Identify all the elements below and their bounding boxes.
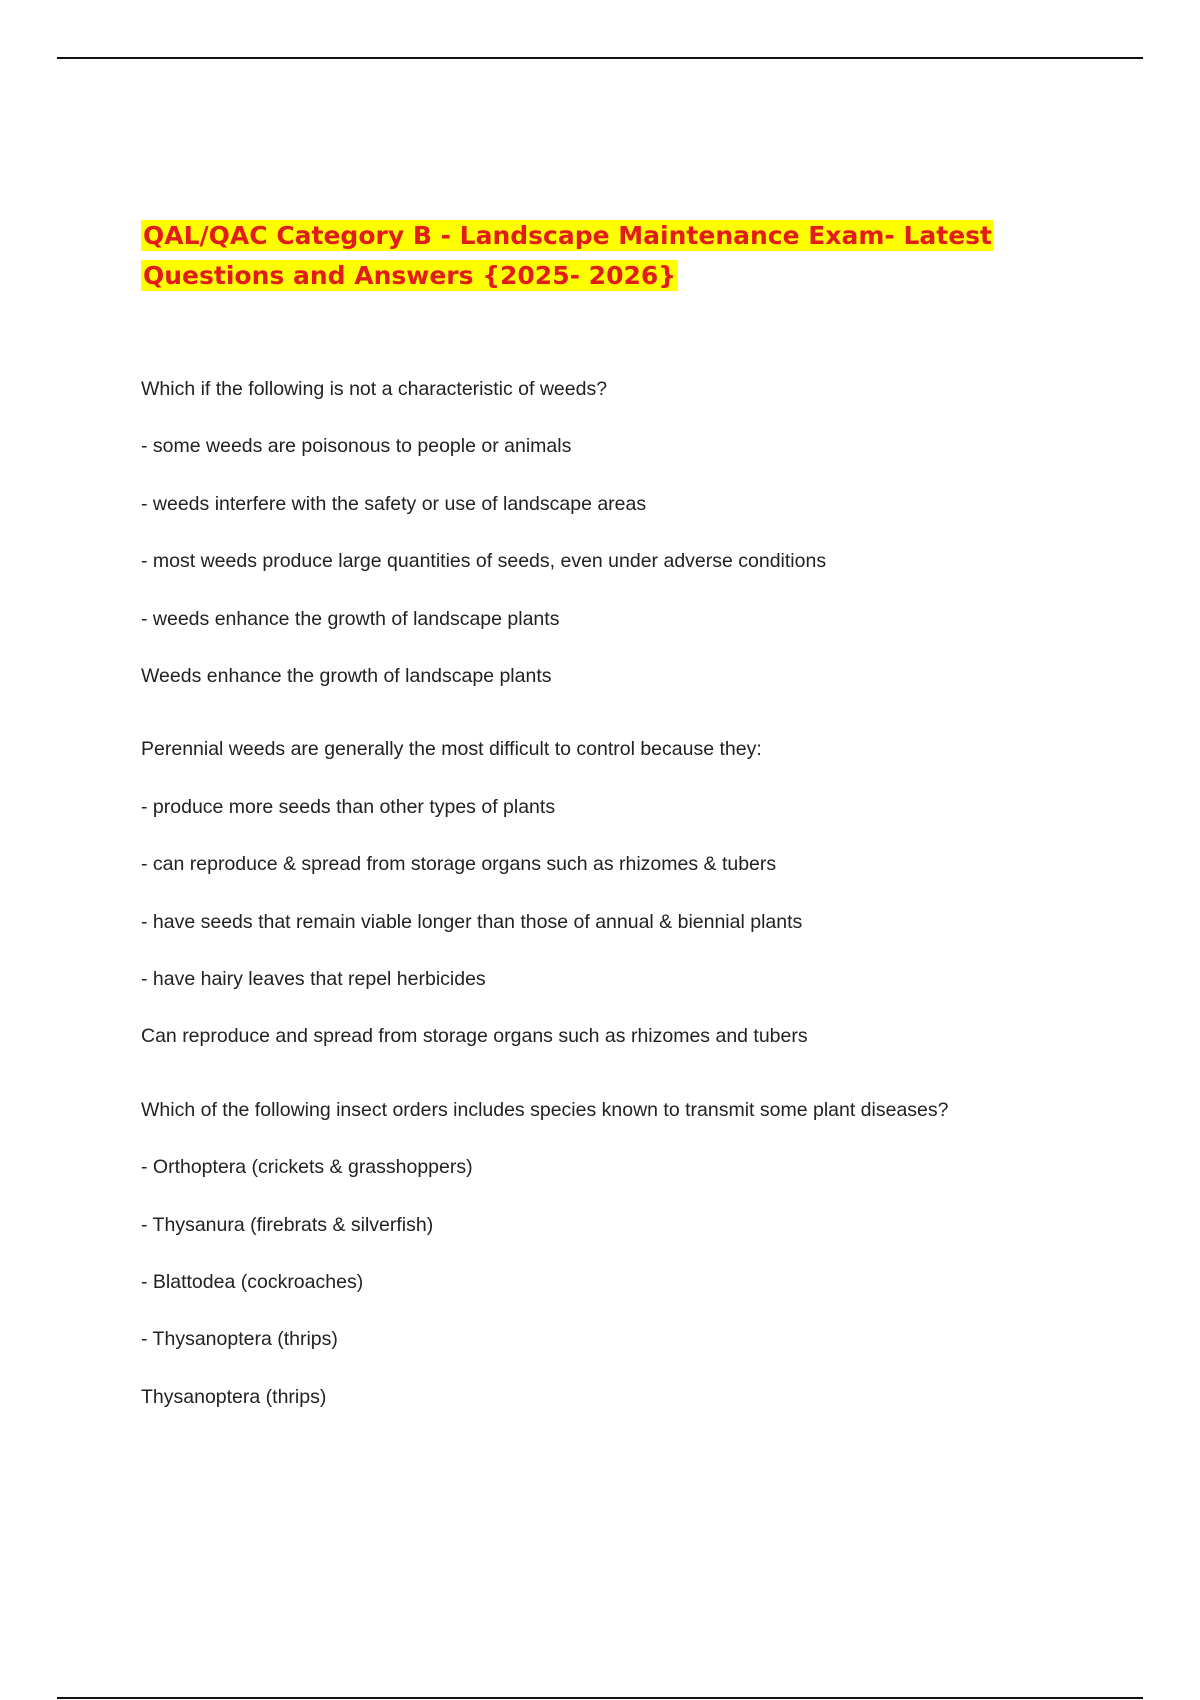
title-line-1: QAL/QAC Category B - Landscape Maintenance Exam- Latest	[143, 221, 992, 250]
title-line-2: Questions and Answers {2025- 2026}	[143, 261, 677, 290]
question-text: Which if the following is not a characteristic of weeds?	[141, 378, 608, 400]
document-title	[141, 216, 1091, 296]
answer-option: - some weeds are poisonous to people or animals	[141, 435, 572, 458]
question-text: Which of the following insect orders includes species known to transmit some plant diseases?	[141, 1098, 949, 1121]
answer-option: - can reproduce & spread from storage organs such as rhizomes & tubers	[141, 853, 777, 876]
answer-option: - have hairy leaves that repel herbicides	[141, 968, 486, 991]
answer-option: - Thysanoptera (thrips)	[141, 1328, 338, 1351]
answer-option: - have seeds that remain viable longer than those of annual & biennial plants	[141, 910, 803, 933]
correct-answer: Thysanoptera (thrips)	[141, 1385, 327, 1408]
answer-option: - weeds interfere with the safety or use of landscape areas	[141, 492, 647, 515]
question-list	[141, 378, 1141, 1416]
question-block-3	[141, 1099, 1141, 1416]
correct-answer: Weeds enhance the growth of landscape plants	[141, 664, 552, 687]
question-text: Perennial weeds are generally the most difficult to control because they:	[141, 738, 762, 761]
answer-option: - most weeds produce large quantities of seeds, even under adverse conditions	[141, 550, 827, 573]
footer-rule	[57, 1697, 1143, 1699]
answer-option: - produce more seeds than other types of plants	[141, 795, 556, 818]
answer-option: - Thysanura (firebrats & silverfish)	[141, 1213, 434, 1236]
answer-option: - Orthoptera (crickets & grasshoppers)	[141, 1156, 473, 1179]
question-block-1	[141, 378, 1141, 738]
answer-option: - weeds enhance the growth of landscape plants	[141, 607, 560, 630]
answer-option: - Blattodea (cockroaches)	[141, 1271, 364, 1294]
question-block-2	[141, 738, 1141, 1098]
correct-answer: Can reproduce and spread from storage organs such as rhizomes and tubers	[141, 1025, 808, 1048]
header-rule	[57, 57, 1143, 59]
